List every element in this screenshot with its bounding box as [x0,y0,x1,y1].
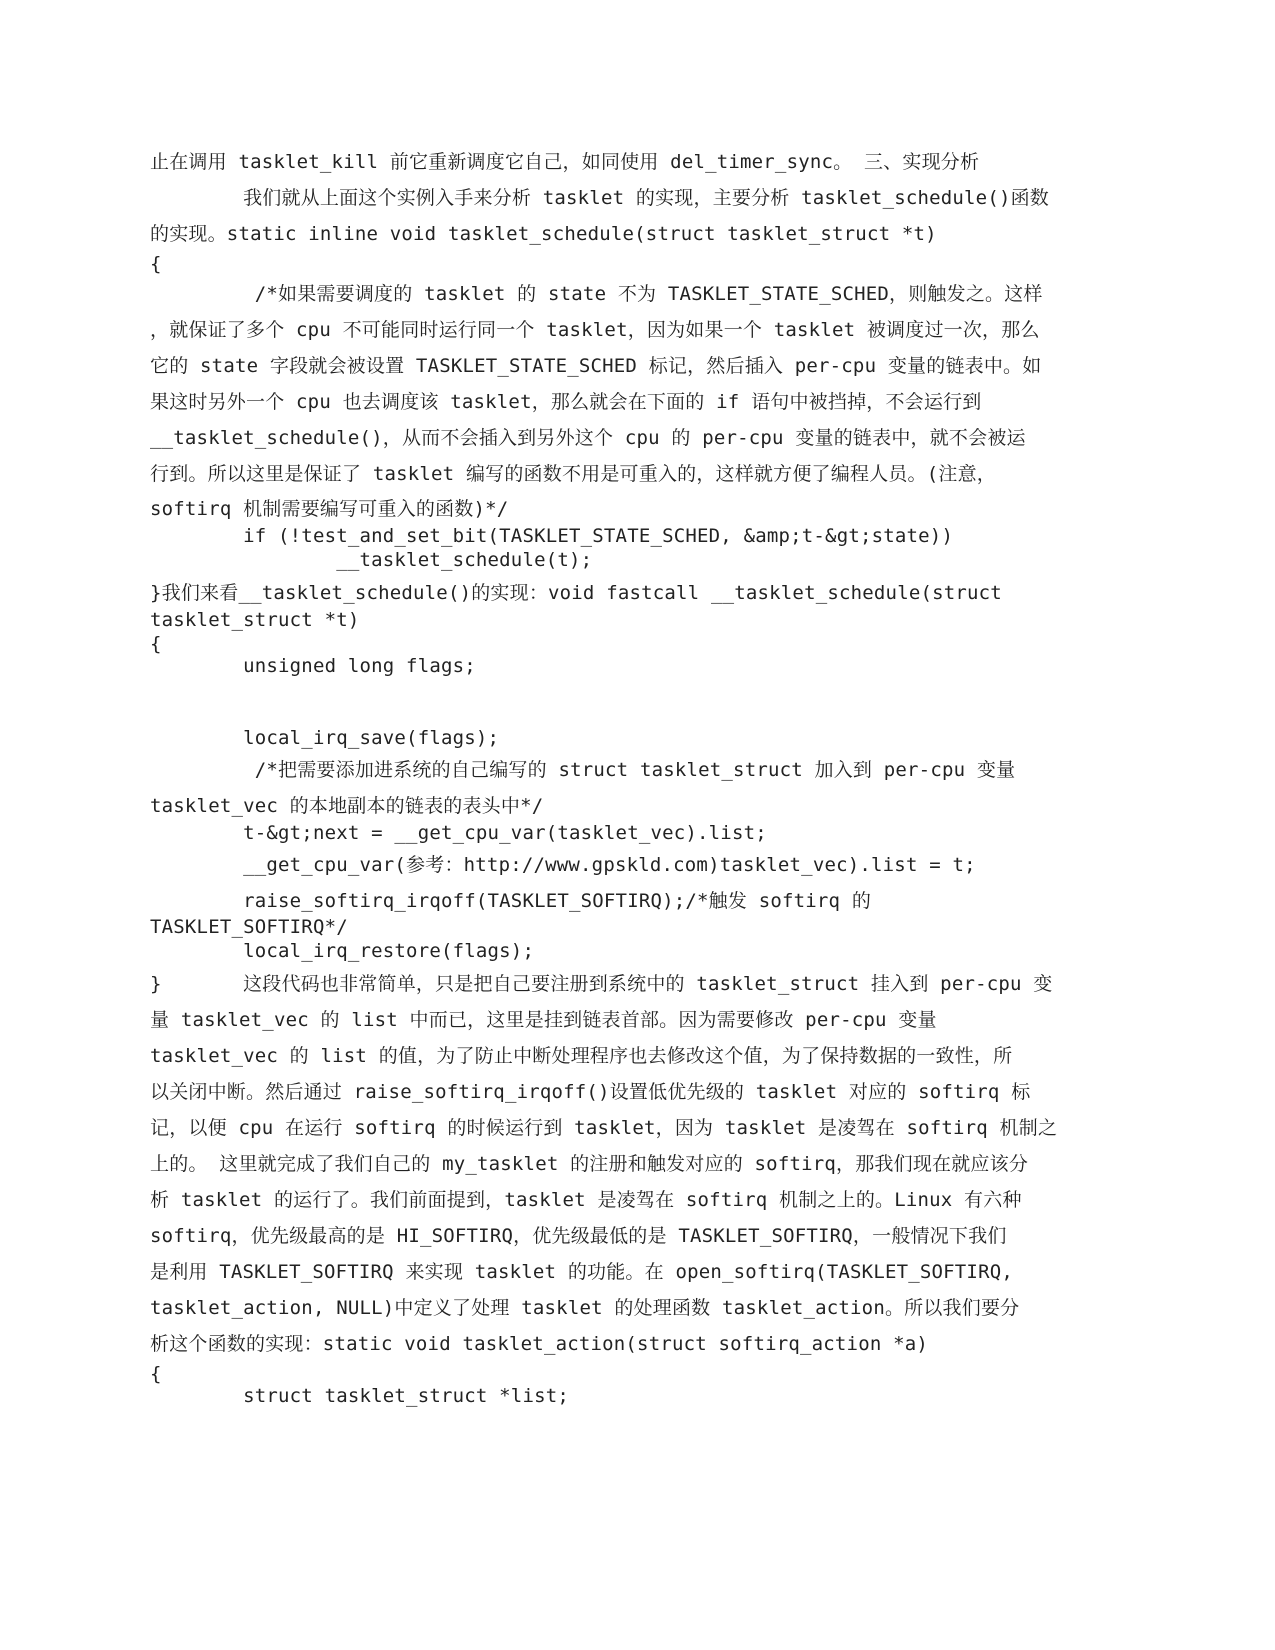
text-line: 我们就从上面这个实例入手来分析 tasklet 的实现，主要分析 tasklet_schedule()函数 [150,187,1050,209]
code-line: if (!test_and_set_bit(TASKLET_STATE_SCHED, &amp;t-&gt;state)) [150,525,954,547]
comment-line: 它的 state 字段就会被设置 TASKLET_STATE_SCHED 标记，然后插入 per-cpu 变量的链表中。如 [150,355,1042,377]
comment-line: 果这时另外一个 cpu 也去调度该 tasklet，那么就会在下面的 if 语句中被挡掉，不会运行到 [150,391,982,413]
comment-line: tasklet_vec 的本地副本的链表的表头中*/ [150,795,544,817]
code-line: { [150,253,162,275]
code-line: __tasklet_schedule(t); [150,549,593,571]
comment-line: __tasklet_schedule()，从而不会插入到另外这个 cpu 的 per-cpu 变量的链表中，就不会被运 [150,427,1026,449]
comment-line: /*如果需要调度的 tasklet 的 state 不为 TASKLET_STATE_SCHED，则触发之。这样 [150,283,1043,305]
code-line: local_irq_save(flags); [150,727,500,749]
text-line: 量 tasklet_vec 的 list 中而已，这里是挂到链表首部。因为需要修改 per-cpu 变量 [150,1009,937,1031]
code-line: struct tasklet_struct *list; [150,1385,570,1407]
text-line: 析这个函数的实现：static void tasklet_action(struct softirq_action *a) [150,1333,929,1355]
code-line: unsigned long flags; [150,655,476,677]
text-line: 上的。 这里就完成了我们自己的 my_tasklet 的注册和触发对应的 softirq，那我们现在就应该分 [150,1153,1029,1175]
text-line: 止在调用 tasklet_kill 前它重新调度它自己，如同使用 del_timer_sync。 三、实现分析 [150,151,980,173]
code-line: raise_softirq_irqoff(TASKLET_SOFTIRQ);/*触发 softirq 的 [150,890,872,912]
code-line: __get_cpu_var(参考：http://www.gpskld.com)tasklet_vec).list = t; [150,854,976,876]
comment-line: ，就保证了多个 cpu 不可能同时运行同一个 tasklet，因为如果一个 tasklet 被调度过一次，那么 [150,319,1040,341]
code-line: t-&gt;next = __get_cpu_var(tasklet_vec).list; [150,822,767,844]
text-line: 以关闭中断。然后通过 raise_softirq_irqoff()设置低优先级的 tasklet 对应的 softirq 标 [150,1081,1031,1103]
code-line: { [150,633,162,655]
text-line: 的实现。static inline void tasklet_schedule(struct tasklet_struct *t) [150,223,937,245]
text-line: tasklet_vec 的 list 的值，为了防止中断处理程序也去修改这个值，为了保持数据的一致性，所 [150,1045,1013,1067]
code-line: TASKLET_SOFTIRQ*/ [150,916,348,938]
comment-line: 行到。所以这里是保证了 tasklet 编写的函数不用是可重入的，这样就方便了编程人员。(注意， [150,463,996,485]
text-line: softirq，优先级最高的是 HI_SOFTIRQ，优先级最低的是 TASKLET_SOFTIRQ，一般情况下我们 [150,1225,1007,1247]
comment-line: /*把需要添加进系统的自己编写的 struct tasklet_struct 加入到 per-cpu 变量 [150,759,1016,781]
text-line: tasklet_action, NULL)中定义了处理 tasklet 的处理函数 tasklet_action。所以我们要分 [150,1297,1020,1319]
code-line: { [150,1363,162,1385]
text-line: 记，以便 cpu 在运行 softirq 的时候运行到 tasklet，因为 tasklet 是凌驾在 softirq 机制之 [150,1117,1058,1139]
code-line: tasklet_struct *t) [150,609,360,631]
comment-line: softirq 机制需要编写可重入的函数)*/ [150,498,509,520]
text-line: 析 tasklet 的运行了。我们前面提到，tasklet 是凌驾在 softirq 机制之上的。Linux 有六种 [150,1189,1022,1211]
text-line: 是利用 TASKLET_SOFTIRQ 来实现 tasklet 的功能。在 open_softirq(TASKLET_SOFTIRQ, [150,1261,1013,1283]
text-line: }我们来看__tasklet_schedule()的实现：void fastcall __tasklet_schedule(struct [150,582,1002,604]
text-line: } 这段代码也非常简单，只是把自己要注册到系统中的 tasklet_struct 挂入到 per-cpu 变 [150,973,1053,995]
code-line: local_irq_restore(flags); [150,940,535,962]
